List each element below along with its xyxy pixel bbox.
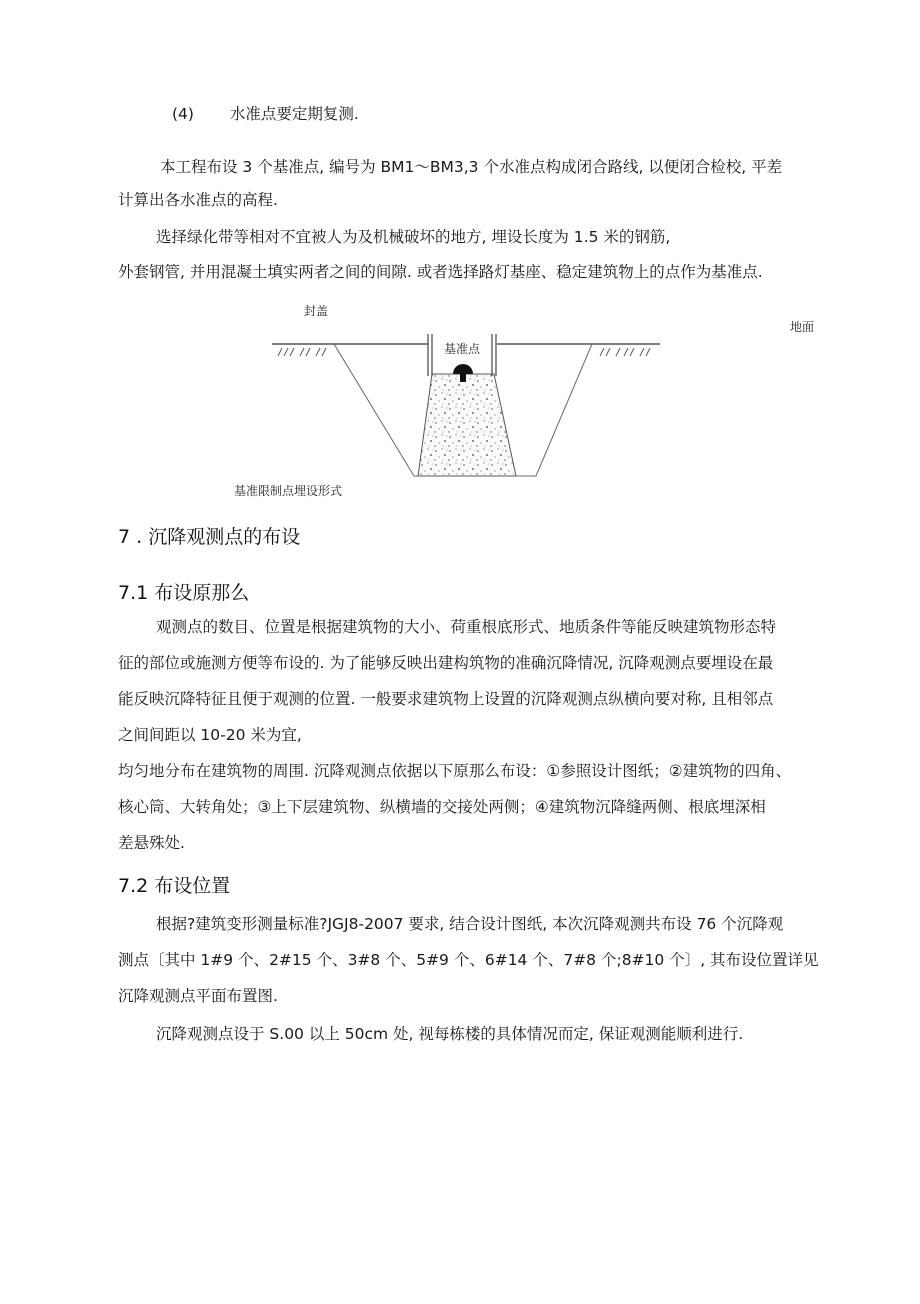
ground-hatch-right <box>600 348 650 356</box>
label-ground: 地面 <box>790 320 815 334</box>
paragraph-location-line1: 选择绿化带等相对不宜被人为及机械破坏的地方, 埋设长度为 1.5 米的钢筋, <box>156 228 671 246</box>
section-7-1-line: 观测点的数目、位置是根据建筑物的大小、荷重根底形式、地质条件等能反映建筑物形态特 <box>156 618 777 636</box>
section-7-1-line: 能反映沉降特征且便于观测的位置. 一般要求建筑物上设置的沉降观测点纵横向要对称, 且相邻点 <box>118 690 774 708</box>
section-7-1-line: 差悬殊处. <box>118 834 185 852</box>
paragraph-benchmarks-line2: 计算出各水准点的高程. <box>118 191 278 209</box>
section-7-1-line: 征的部位或施测方便等布设的. 为了能够反映出建构筑物的准确沉降情况, 沉降观测点要埋设在最 <box>118 654 774 672</box>
benchmark-marker <box>453 364 473 374</box>
paragraph-location-line2: 外套钢管, 并用混凝土填实两者之间的间隙. 或者选择路灯基座、稳定建筑物上的点作为基准点. <box>118 263 763 281</box>
section-7-2-heading: 7.2 布设位置 <box>118 875 231 897</box>
figure-caption: 基准限制点埋设形式 <box>234 484 343 498</box>
ground-hatch-left <box>278 348 326 356</box>
section-7-2-line: 沉降观测点设于 S.00 以上 50cm 处, 视每栋楼的具体情况而定, 保证观测能顺利进行. <box>156 1025 744 1043</box>
section-7-1-line: 核心筒、大转角处；③上下层建筑物、纵横墙的交接处两侧；④建筑物沉降缝两侧、根底埋深相 <box>118 798 766 816</box>
list-number: (4) <box>172 105 194 123</box>
section-7-1-line: 均匀地分布在建筑物的周围. 沉降观测点依据以下原那么布设：①参照设计图纸；②建筑物的四角、 <box>118 762 792 780</box>
list-text: 水准点要定期复测. <box>229 105 359 123</box>
section-7-2-line: 测点〔其中 1#9 个、2#15 个、3#8 个、5#9 个、6#14 个、7#8 个;8#10 个〕, 其布设位置详见 <box>118 951 819 969</box>
section-7-2-line: 根据?建筑变形测量标准?JGJ8-2007 要求, 结合设计图纸, 本次沉降观测共布设 76 个沉降观 <box>156 915 784 933</box>
section-7-heading: 7 . 沉降观测点的布设 <box>118 526 301 548</box>
paragraph-benchmarks-line1: 本工程布设 3 个基准点, 编号为 BM1〜BM3,3 个水准点构成闭合路线, 以便闭合检校, 平差 <box>160 158 783 176</box>
section-7-1-heading: 7.1 布设原那么 <box>118 582 250 604</box>
label-benchmark-point: 基准点 <box>444 342 481 356</box>
section-7-1-line: 之间间距以 10-20 米为宜, <box>118 726 302 744</box>
section-7-2-line: 沉降观测点平面布置图. <box>118 987 278 1005</box>
label-cover: 封盖 <box>304 304 329 318</box>
